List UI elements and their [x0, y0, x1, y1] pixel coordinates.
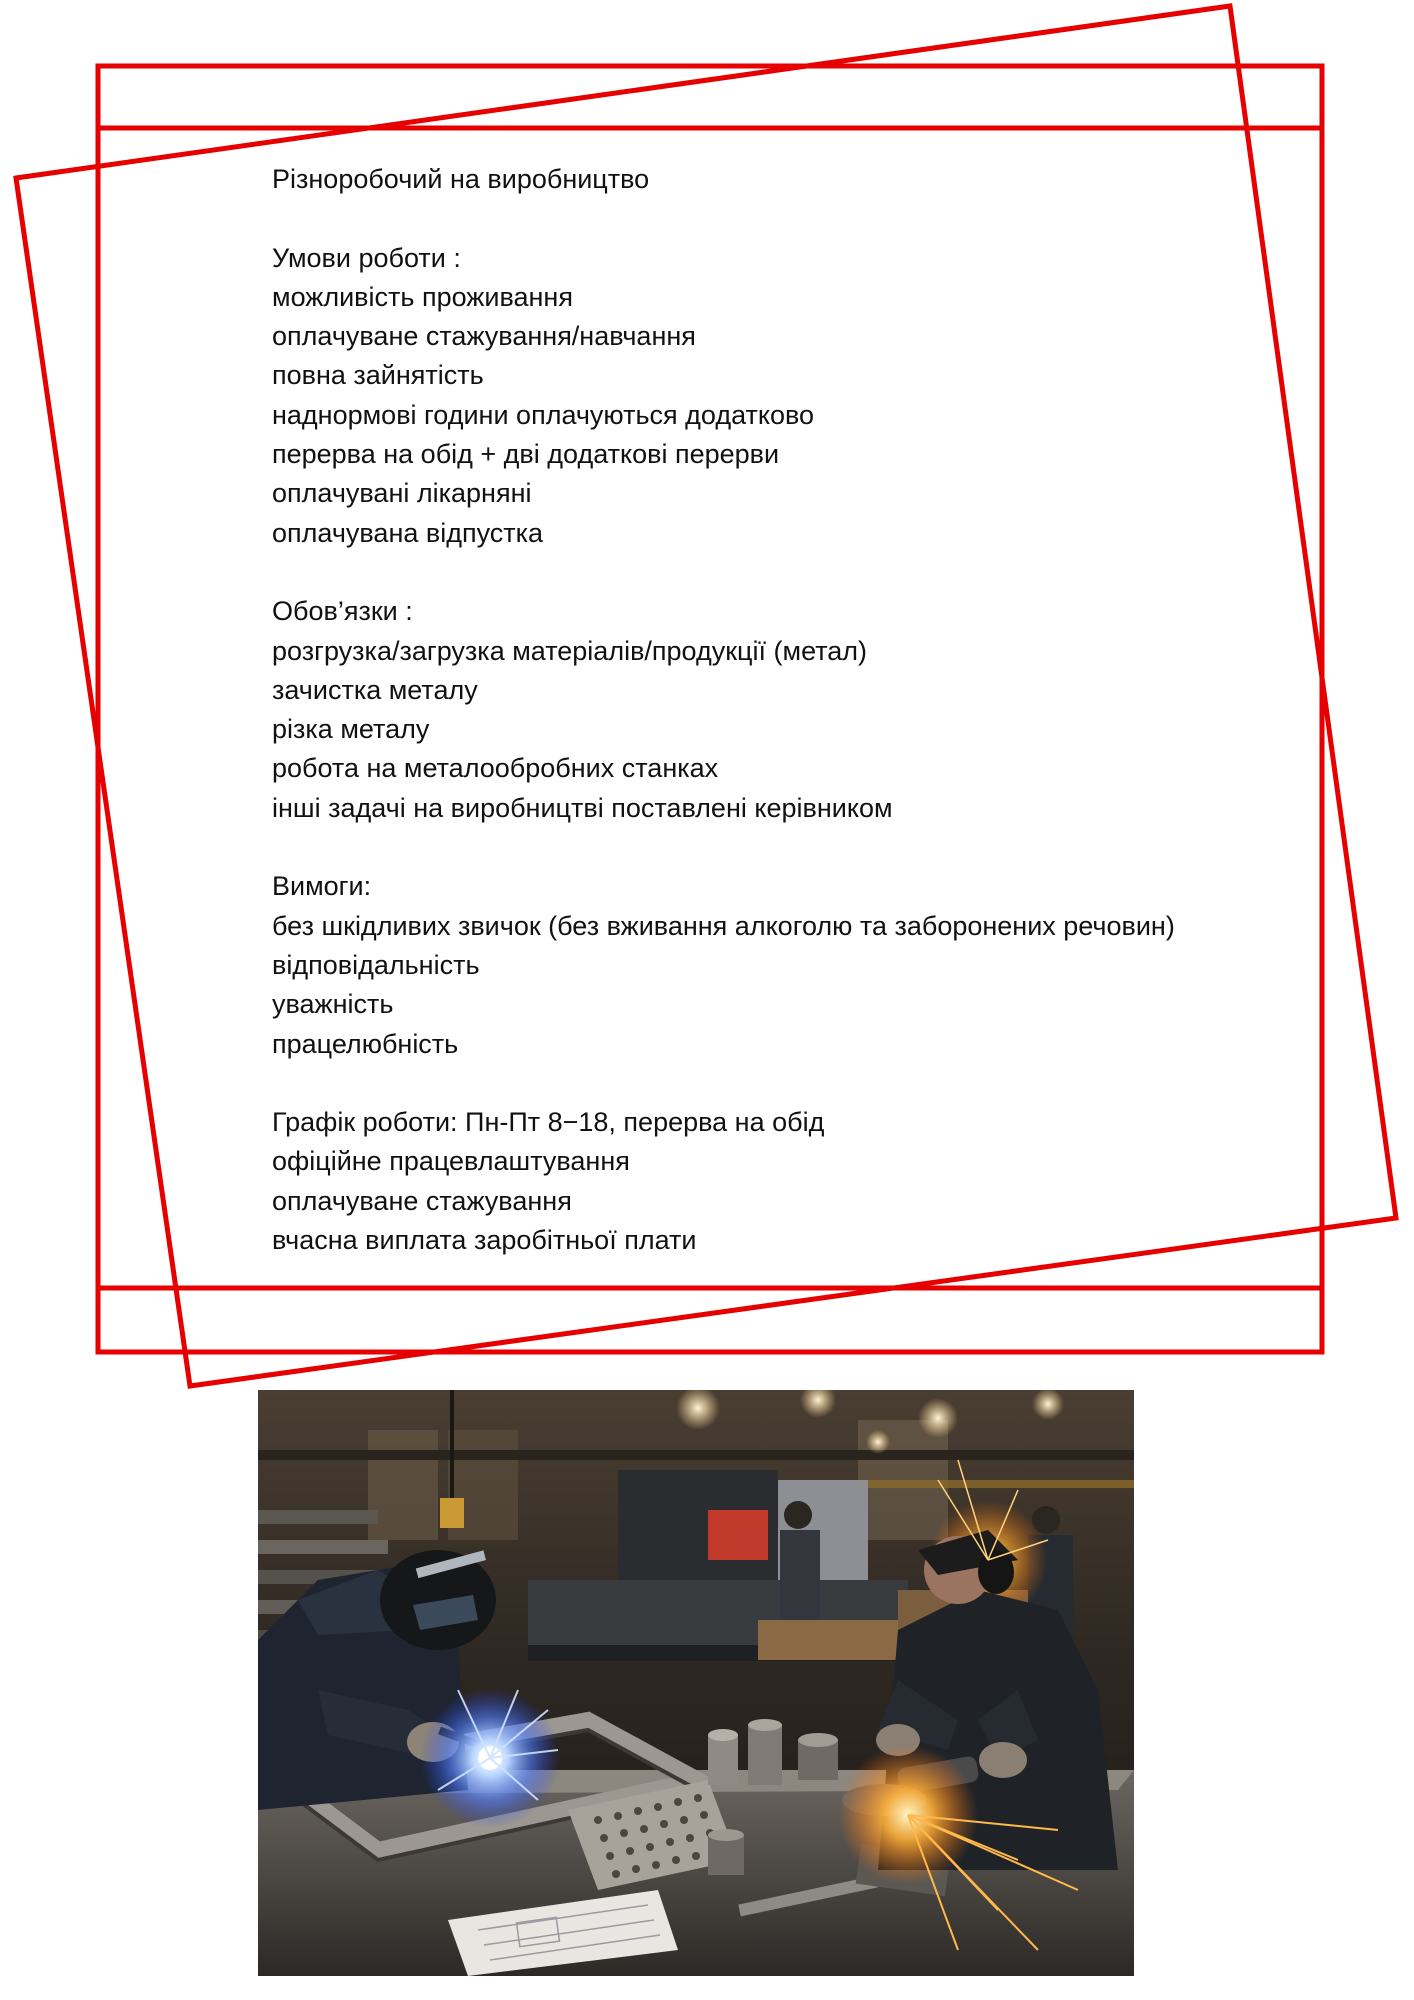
list-item: офіційне працевлаштування — [272, 1146, 630, 1177]
list-item: перерва на обід + дві додаткові перерви — [272, 439, 780, 470]
list-item: без шкідливих звичок (без вживання алкоголю та заборонених речовин) — [272, 910, 1175, 941]
spacer — [272, 1064, 1272, 1103]
workshop-photo — [258, 1390, 1134, 1976]
list-item: робота на металообробних станках — [272, 753, 719, 784]
section-heading-schedule: Графік роботи: Пн-Пт 8−18, перерва на обід — [272, 1107, 825, 1138]
list-item: відповідальність — [272, 949, 480, 980]
spacer — [272, 553, 1272, 592]
spacer — [272, 828, 1272, 867]
list-item: уважність — [272, 989, 394, 1020]
list-item: оплачуване стажування — [272, 1185, 572, 1216]
list-item: можливість проживання — [272, 281, 573, 312]
workshop-illustration — [258, 1390, 1134, 1976]
job-description-text — [272, 160, 1272, 1260]
section-heading-duties: Обов’язки : — [272, 596, 413, 627]
list-item: працелюбність — [272, 1028, 459, 1059]
list-item: оплачуване стажування/навчання — [272, 321, 696, 352]
list-item: інші задачі на виробництві поставлені керівником — [272, 792, 893, 823]
list-item: оплачувані лікарняні — [272, 478, 532, 509]
section-heading-requirements: Вимоги: — [272, 871, 372, 902]
list-item: зачистка металу — [272, 674, 478, 705]
list-item: оплачувана відпустка — [272, 517, 544, 548]
list-item: різка металу — [272, 714, 430, 745]
list-item: наднормові години оплачуються додатково — [272, 399, 815, 430]
list-item: повна зайнятість — [272, 360, 484, 391]
spacer — [272, 199, 1272, 238]
list-item: розгрузка/загрузка матеріалів/продукції (метал) — [272, 635, 868, 666]
job-title: Різноробочий на виробництво — [272, 164, 650, 194]
list-item: вчасна виплата заробітньої плати — [272, 1225, 697, 1256]
section-heading-conditions: Умови роботи : — [272, 242, 461, 273]
